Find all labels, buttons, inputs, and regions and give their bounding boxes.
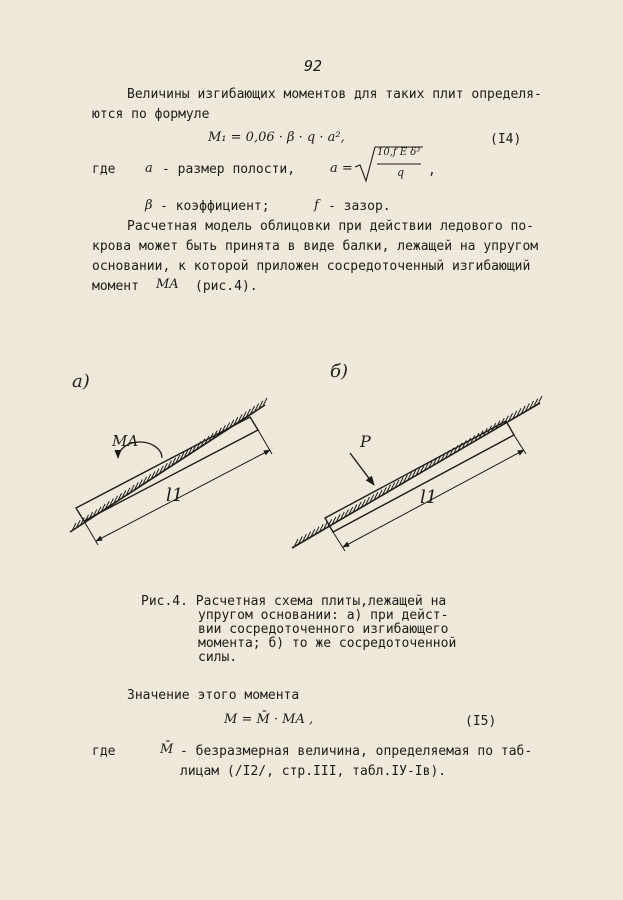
where2-line-1: - безразмерная величина, определяемая по таб- — [180, 744, 533, 759]
where-word: где — [92, 162, 116, 177]
paragraph-1-line-2: ются по формуле — [92, 107, 210, 122]
paragraph-2-symbol-ma: MA — [156, 277, 179, 292]
paragraph-2-line-4-end: (рис.4). — [195, 279, 258, 294]
a-definition: - размер полости, — [162, 162, 296, 177]
caption-line-3: вии сосредоточенного изгибающего — [198, 622, 449, 637]
symbol-beta: β — [145, 198, 153, 213]
slab-b — [325, 421, 514, 532]
diagram-b — [292, 396, 542, 551]
paragraph-3-line-1: Значение этого момента — [127, 688, 300, 703]
formula-14: M₁ = 0,06 · β · q · a², — [208, 130, 345, 145]
length-label-b: l1 — [420, 487, 438, 508]
page-number: 92 — [304, 57, 323, 75]
force-arrow-icon — [350, 453, 374, 485]
dim-ext-b1 — [333, 532, 345, 551]
symbol-f: f — [314, 198, 319, 213]
f-definition: - зазор. — [328, 199, 391, 214]
paragraph-2-line-1: Расчетная модель облицовки при действии ледового по- — [127, 219, 534, 234]
figure-b-label: б) — [330, 361, 349, 382]
caption-line-5: силы. — [198, 650, 238, 665]
dim-ext-a1 — [84, 521, 98, 545]
beta-definition: - коэффициент; — [160, 199, 270, 214]
dim-ext-b2 — [514, 435, 526, 454]
paragraph-2-line-4-start: момент — [92, 279, 139, 294]
where2-line-2: лицам (/I2/, стр.III, табл.IУ-Iв). — [180, 764, 447, 779]
paragraph-1-line-1: Величины изгибающих моментов для таких плит определя- — [127, 87, 542, 102]
caption-line-4: момента; б) то же сосредоточенной — [198, 636, 457, 651]
hatch-mark — [538, 396, 542, 404]
formula-a-comma: , — [428, 163, 436, 178]
formula-15: M = M̄ · MA , — [224, 712, 314, 727]
force-label: P — [360, 432, 371, 451]
formula-15-number: (I5) — [465, 714, 497, 729]
where-word-2: где — [92, 744, 116, 759]
symbol-m-bar: M̄ — [160, 742, 174, 757]
formula-14-number: (I4) — [490, 132, 522, 147]
moment-label: MA — [112, 432, 139, 450]
hatch-mark — [263, 398, 267, 406]
formula-a-numerator: 10,f E δ³ — [377, 147, 421, 158]
length-label-a: l1 — [166, 485, 184, 506]
caption-line-2: упругом основании: а) при дейст- — [198, 608, 449, 623]
paragraph-2-line-3: основании, к которой приложен сосредоточенный изгибающий — [92, 259, 531, 274]
figure-a-label: a) — [72, 371, 90, 392]
paragraph-2-line-2: крова может быть принята в виде балки, лежащей на упругом — [92, 239, 539, 254]
formula-a-denominator: q — [397, 166, 405, 179]
figure-4 — [0, 355, 623, 570]
symbol-a: a — [145, 161, 153, 176]
foundation-hatch-a — [72, 398, 267, 531]
caption-line-1: Рис.4. Расчетная схема плиты,лежащей на — [141, 594, 447, 609]
diagram-a — [70, 398, 272, 545]
formula-a-lhs: a = — [330, 161, 353, 176]
